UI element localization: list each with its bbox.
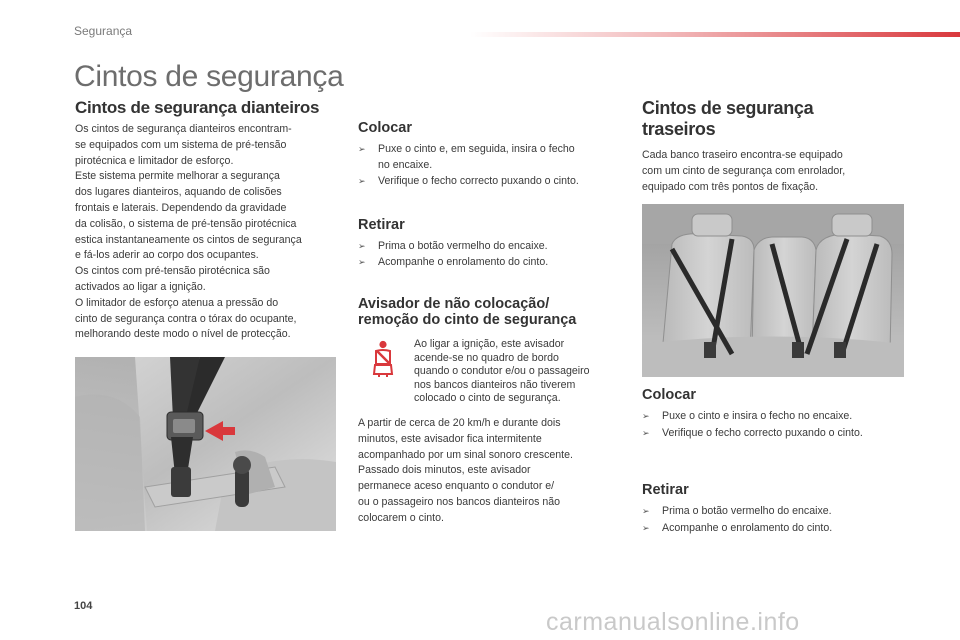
text-line: pirotécnica e limitador de esforço. <box>75 154 234 167</box>
avisador-heading: Avisador de não colocação/ remoção do cinto de segurança <box>358 295 577 328</box>
rear-belts-text <box>642 148 910 195</box>
colocar-heading: Colocar <box>358 120 412 136</box>
text-line: Cada banco traseiro encontra-se equipado <box>642 149 843 161</box>
text-line: com um cinto de segurança com enrolador, <box>642 164 846 177</box>
retirar-steps <box>358 239 626 271</box>
section-label: Segurança <box>74 24 133 38</box>
rear-colocar-heading: Colocar <box>642 387 696 403</box>
retirar-heading: Retirar <box>358 216 405 233</box>
text-line: e fá-los aderir ao corpo dos ocupantes. <box>75 249 259 262</box>
rear-belts-column <box>642 98 910 195</box>
header-accent-bar <box>470 32 960 37</box>
rear-lower-column <box>642 387 910 537</box>
text-line: Passado dois minutos, este avisador <box>358 464 531 477</box>
text-line: ou o passageiro nos bancos dianteiros não <box>358 495 561 508</box>
text-line: frontais e laterais. Dependendo da gravidade <box>75 201 287 214</box>
list-item: ➢ Prima o botão vermelho do encaixe. <box>358 239 626 255</box>
rear-retirar-heading: Retirar <box>642 482 689 499</box>
bullet-arrow-icon: ➢ <box>642 506 650 517</box>
text-line: activados ao ligar a ignição. <box>75 280 206 293</box>
bullet-arrow-icon: ➢ <box>358 257 366 268</box>
bullet-arrow-icon: ➢ <box>642 427 650 438</box>
text-line: minutos, este avisador fica intermitente <box>358 432 542 445</box>
text-line: A partir de cerca de 20 km/h e durante dois <box>358 416 561 429</box>
front-belts-column <box>75 98 340 343</box>
list-item: ➢ Verifique o fecho correcto puxando o cinto. <box>642 426 910 442</box>
colocar-steps <box>358 142 626 190</box>
avisador-icon-block <box>358 338 626 410</box>
text-line: estica instantaneamente os cintos de segurança <box>75 233 302 246</box>
avisador-text <box>358 416 626 527</box>
bullet-arrow-icon: ➢ <box>358 240 366 251</box>
list-item: ➢ Puxe o cinto e insira o fecho no encaixe. <box>642 409 910 425</box>
watermark: carmanualsonline.info <box>546 608 800 636</box>
rear-seat-photo <box>642 204 904 377</box>
text-line: O limitador de esforço atenua a pressão do <box>75 296 279 309</box>
text-line: Os cintos de segurança dianteiros encontram- <box>75 123 292 135</box>
list-item: ➢ Verifique o fecho correcto puxando o cinto. <box>358 174 626 190</box>
front-belts-text <box>75 122 340 343</box>
front-buckle-photo <box>75 357 336 531</box>
list-item: ➢ Acompanhe o enrolamento do cinto. <box>358 255 626 271</box>
text-line: acende-se no quadro de bordo <box>414 351 559 364</box>
text-line: se equipados com um sistema de pré-tensão <box>75 138 287 151</box>
rear-colocar-steps <box>642 409 910 441</box>
text-line: equipado com três pontos de fixação. <box>642 180 819 193</box>
bullet-arrow-icon: ➢ <box>358 144 366 154</box>
text-line: Os cintos com pré-tensão pirotécnica são <box>75 265 270 278</box>
rear-belts-heading: Cintos de segurança traseiros <box>642 98 814 139</box>
text-line: melhorando deste modo o nível de protecção. <box>75 328 291 341</box>
page-title: Cintos de segurança <box>74 60 344 93</box>
text-line: quando o condutor e/ou o passageiro <box>414 365 590 378</box>
rear-retirar-steps <box>642 504 910 536</box>
page-number: 104 <box>74 600 93 612</box>
seatbelt-warning-icon <box>370 340 396 378</box>
text-line: dos lugares dianteiros, aquando de colisões <box>75 186 282 199</box>
bullet-arrow-icon: ➢ <box>642 411 650 421</box>
text-line: acompanhado por um sinal sonoro crescente. <box>358 448 573 461</box>
front-belts-heading: Cintos de segurança dianteiros <box>75 98 320 117</box>
list-item: ➢ Prima o botão vermelho do encaixe. <box>642 504 910 520</box>
bullet-arrow-icon: ➢ <box>642 522 650 533</box>
middle-column <box>358 120 626 527</box>
text-line: da colisão, o sistema de pré-tensão pirotécnica <box>75 217 297 230</box>
list-item: ➢ Puxe o cinto e, em seguida, insira o fecho no encaixe. <box>358 143 575 171</box>
bullet-arrow-icon: ➢ <box>358 176 366 187</box>
avisador-icon-text <box>414 338 626 406</box>
text-line: colocarem o cinto. <box>358 511 444 524</box>
text-line: permanece aceso enquanto o condutor e/ <box>358 480 555 493</box>
text-line: Este sistema permite melhorar a segurança <box>75 170 280 183</box>
text-line: cinto de segurança contra o tórax do ocupante, <box>75 312 297 325</box>
text-line: Ao ligar a ignição, este avisador <box>414 337 565 350</box>
text-line: colocado o cinto de segurança. <box>414 392 561 405</box>
list-item: ➢ Acompanhe o enrolamento do cinto. <box>642 521 910 537</box>
text-line: nos bancos dianteiros não tiverem <box>414 378 576 391</box>
